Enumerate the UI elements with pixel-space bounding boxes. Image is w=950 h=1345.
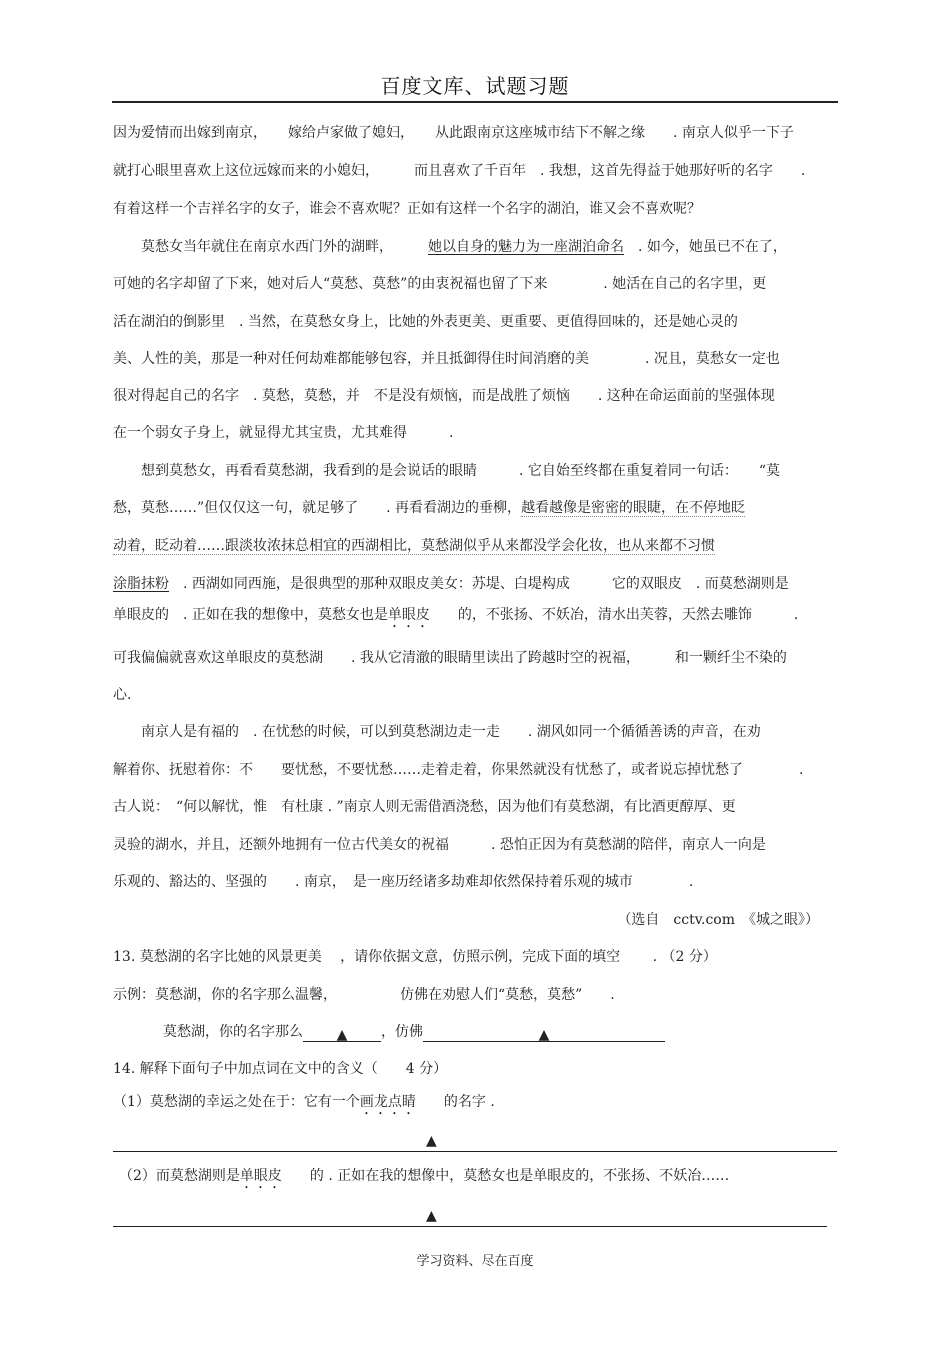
header-rule	[112, 101, 838, 103]
answer-marker-icon: ▲	[426, 1208, 437, 1224]
para3-wavy-phrase-b: 动着，眨动着……跟淡妆浓抹总相宜的西湖相比，莫愁湖似乎从来都没学会化妆，也从来都不习惯	[113, 538, 715, 554]
para3-line5-before: 单眼皮的 . 正如在我的想像中，莫愁女也是	[113, 607, 388, 623]
q14-answer-line-2[interactable]	[113, 1226, 827, 1227]
q13-answer-blank-1[interactable]	[303, 1025, 381, 1042]
para4-line4: 灵验的湖水，并且，还额外地拥有一位古代美女的祝福 . 恐怕正因为有莫愁湖的陪伴，南京人一向是	[113, 837, 766, 853]
q13-fill-part2: ，仿佛	[381, 1024, 423, 1040]
para2-line1-before: 莫愁女当年就住在南京水西门外的湖畔，	[113, 239, 428, 255]
para3-wavy-phrase-a: 越看越像是密密的眼睫，在不停地眨	[521, 500, 746, 516]
source-citation: （选自 cctv.com 《城之眼》）	[617, 912, 819, 928]
q14-answer-line-1[interactable]	[113, 1151, 837, 1152]
para3-line3	[113, 536, 715, 556]
para3-line1: 想到莫愁女，再看看莫愁湖，我看到的是会说话的眼睛 . 它自始至终都在重复着同一句话： “莫	[113, 463, 781, 479]
para3-line4	[113, 574, 789, 594]
answer-marker-icon: ▲	[538, 1027, 550, 1043]
q14-item1-after: 的名字 .	[415, 1094, 495, 1110]
answer-marker-icon: ▲	[336, 1027, 348, 1043]
q14-item1-before: （1）莫愁湖的幸运之处在于：它有一个	[113, 1094, 360, 1110]
q14-prompt: 14. 解释下面句子中加点词在文中的含义（ 4 分）	[113, 1061, 448, 1077]
para3-line4-after: . 西湖如同西施，是很典型的那种双眼皮美女：苏堤、白堤构成 它的双眼皮 . 而莫愁湖则是	[169, 576, 789, 592]
para2-line4: 美、人性的美，那是一种对任何劫难都能够包容，并且抵御得住时间消磨的美 . 况且，莫愁女一定也	[113, 351, 780, 367]
para3-line6: 可我偏偏就喜欢这单眼皮的莫愁湖 . 我从它清澈的眼睛里读出了跨越时空的祝福， 和一颗纤尘不染的	[113, 650, 787, 666]
para4-line1: 南京人是有福的 . 在忧愁的时候，可以到莫愁湖边走一走 . 湖风如同一个循循善诱的声音，在劝	[113, 724, 761, 740]
q13-answer-blank-2[interactable]	[423, 1025, 665, 1042]
para2-line1	[113, 237, 787, 257]
page-header-title: 百度文库、试题习题	[380, 74, 570, 98]
q14-item2-after: 的 . 正如在我的想像中，莫愁女也是单眼皮的，不张扬、不妖冶……	[281, 1168, 730, 1184]
para1-line3: 有着这样一个吉祥名字的女子，谁会不喜欢呢？正如有这样一个名字的湖泊，谁又会不喜欢呢？	[113, 201, 701, 217]
para3-line5	[113, 605, 798, 631]
q13-prompt: 13. 莫愁湖的名字比她的风景更美 ，请你依据文意，仿照示例，完成下面的填空 . （2 分）	[113, 949, 717, 965]
para3-wavy-phrase-c: 涂脂抹粉	[113, 576, 169, 592]
q13-example: 示例：莫愁湖，你的名字那么温馨， 仿佛在劝慰人们“莫愁，莫愁” .	[113, 987, 615, 1003]
para2-line6: 在一个弱女子身上，就显得尤其宝贵，尤其难得 .	[113, 425, 454, 441]
para2-underlined-sentence: 她以自身的魅力为一座湖泊命名	[428, 239, 624, 255]
answer-marker-icon: ▲	[426, 1133, 437, 1149]
para2-line2: 可她的名字却留了下来，她对后人“莫愁、莫愁”的由衷祝福也留了下来 . 她活在自己的名字里，更	[113, 276, 767, 292]
q14-item2-before: （2）而莫愁湖则是	[119, 1168, 240, 1184]
para4-line5: 乐观的、豁达的、坚强的 . 南京， 是一座历经诸多劫难却依然保持着乐观的城市 .	[113, 874, 694, 890]
para1-line2: 就打心眼里喜欢上这位远嫁而来的小媳妇， 而且喜欢了千百年 . 我想，这首先得益于她那好听的名字 .	[113, 163, 806, 179]
q14-item2-dotted-word: 单眼皮	[239, 1168, 282, 1184]
para2-line5: 很对得起自己的名字 . 莫愁，莫愁，并 不是没有烦恼，而是战胜了烦恼 . 这种在命运面前的坚强体现	[113, 388, 775, 404]
page-footer: 学习资料、尽在百度	[416, 1254, 534, 1269]
para3-line2	[113, 498, 745, 518]
para2-line3: 活在湖泊的倒影里 . 当然，在莫愁女身上，比她的外表更美、更重要、更值得回味的，还是她心灵的	[113, 314, 738, 330]
para4-line3: 古人说： “何以解忧，惟 有杜康 . ”南京人则无需借酒浇愁，因为他们有莫愁湖，有比酒更醇厚、更	[113, 799, 736, 815]
q14-item1	[113, 1092, 495, 1118]
q13-fill-part1: 莫愁湖，你的名字那么	[163, 1024, 303, 1040]
para3-line7: 心.	[113, 687, 132, 703]
q14-item1-dotted-word: 画龙点睛	[359, 1094, 416, 1110]
para2-line1-after: . 如今，她虽已不在了，	[624, 239, 787, 255]
para1-line1: 因为爱情而出嫁到南京， 嫁给卢家做了媳妇， 从此跟南京这座城市结下不解之缘 . 南京人似乎一下子	[113, 125, 794, 141]
para3-dotted-word: 单眼皮	[387, 607, 430, 623]
para3-line2-before: 愁，莫愁……”但仅仅这一句，就足够了 . 再看看湖边的垂柳，	[113, 500, 522, 516]
para3-line5-after: 的，不张扬、不妖冶，清水出芙蓉，天然去雕饰 .	[429, 607, 799, 623]
q14-item2	[119, 1166, 729, 1192]
para4-line2: 解着你、抚慰着你：不 要忧愁，不要忧愁……走着走着，你果然就没有忧愁了，或者说忘掉忧愁了 .	[113, 762, 804, 778]
q13-fill-sentence	[163, 1022, 665, 1042]
